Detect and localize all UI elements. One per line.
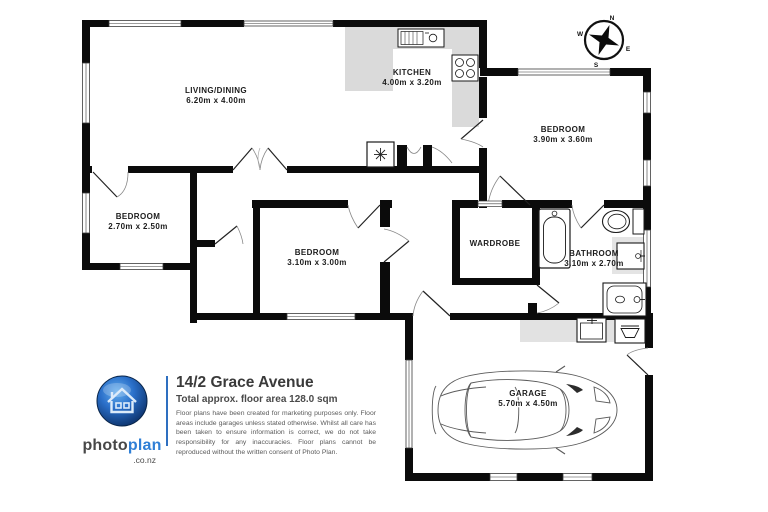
wall-segment xyxy=(197,240,215,247)
photoplan-logo xyxy=(82,374,162,465)
wall-segment xyxy=(452,200,460,285)
door-swing xyxy=(348,205,380,228)
compass-n: N xyxy=(609,15,615,22)
room-label-garage: GARAGE xyxy=(509,389,547,398)
room-label-bedroom2: BEDROOM xyxy=(115,212,161,221)
wall-segment xyxy=(128,166,233,173)
wall-segment xyxy=(645,320,653,348)
wall-segment xyxy=(405,473,490,481)
room-label-bathroom: BATHROOM xyxy=(569,249,619,258)
room-dims-bathroom: 3.10m x 2.70m xyxy=(564,259,624,268)
wall-segment xyxy=(405,448,413,473)
wall-segment xyxy=(252,200,348,208)
wordmark-photo: photo xyxy=(82,437,128,454)
window xyxy=(406,360,412,448)
wall-segment xyxy=(82,123,90,193)
wall-segment xyxy=(452,278,540,285)
laundry-tub-icon xyxy=(615,319,645,343)
door-swing xyxy=(258,148,287,170)
wall-segment xyxy=(643,113,651,160)
wall-segment xyxy=(333,20,486,27)
door-swing xyxy=(233,148,260,170)
wall-segment xyxy=(190,168,197,323)
room-dims-garage: 5.70m x 4.50m xyxy=(498,399,558,408)
window xyxy=(644,160,651,186)
compass-rose-icon xyxy=(577,15,631,69)
property-area-note: Total approx. floor area 128.0 sqm xyxy=(176,394,338,406)
wordmark-plan: plan xyxy=(127,437,162,454)
window xyxy=(83,193,90,233)
wall-segment xyxy=(480,68,518,76)
door-swing xyxy=(537,285,559,313)
door-swing xyxy=(627,348,648,375)
room-label-bedroom1: BEDROOM xyxy=(540,125,586,134)
property-disclaimer: Floor plans have been created for marketing purposes only. Floor areas include garages unless stated otherwise. Whilst all care has been taken to ensure information is correct, we do not take responsibility for any inaccuracies. Floor plans cannot be reproduced without the written consent of Photo Plan. xyxy=(176,410,376,456)
door-swing xyxy=(384,229,409,262)
wordmark-domain: .co.nz xyxy=(133,455,156,465)
branding-block xyxy=(82,374,376,465)
compass-s: S xyxy=(593,62,599,69)
compass-w: W xyxy=(576,31,584,38)
wall-segment xyxy=(423,145,432,167)
wall-segment xyxy=(517,473,563,481)
laundry-sink-icon xyxy=(577,318,606,342)
wall-segment xyxy=(528,303,537,315)
room-dims-bedroom2: 2.70m x 2.50m xyxy=(108,222,168,231)
room-dims-bedroom3: 3.10m x 3.00m xyxy=(287,258,347,267)
shower-icon xyxy=(603,283,646,316)
wall-segment xyxy=(645,375,653,473)
stove-icon xyxy=(452,55,478,81)
room-label-kitchen: KITCHEN xyxy=(392,68,432,77)
window xyxy=(518,69,610,75)
wall-segment xyxy=(380,200,390,227)
window xyxy=(109,21,181,27)
window xyxy=(120,264,163,270)
window xyxy=(287,314,355,320)
car-top-view-icon xyxy=(432,366,617,454)
wall-segment xyxy=(479,77,487,118)
window xyxy=(490,474,517,481)
photoplan-logo-icon xyxy=(93,374,151,430)
property-title: 14/2 Grace Avenue xyxy=(176,374,314,391)
wall-segment xyxy=(592,473,653,481)
room-dims-bedroom1: 3.90m x 3.60m xyxy=(533,135,593,144)
window xyxy=(563,474,592,481)
wall-segment xyxy=(190,313,287,320)
room-label-wardrobe: WARDROBE xyxy=(469,239,521,248)
wall-segment xyxy=(82,233,90,270)
wall-segment xyxy=(405,313,413,360)
door-swing xyxy=(572,205,604,228)
room-label-bedroom3: BEDROOM xyxy=(294,248,340,257)
photoplan-wordmark xyxy=(82,438,162,454)
kitchen-sink-icon xyxy=(398,29,444,47)
wall-segment xyxy=(397,145,407,167)
wall-segment xyxy=(82,20,90,63)
room-dims-kitchen: 4.00m x 3.20m xyxy=(382,78,442,87)
wall-segment xyxy=(181,20,244,27)
wall-segment xyxy=(380,262,390,320)
toilet-icon xyxy=(603,209,645,234)
door-swing xyxy=(215,226,243,244)
divider-line xyxy=(166,376,168,446)
wall-segment xyxy=(479,20,487,68)
room-dims-living: 6.20m x 4.00m xyxy=(186,96,246,105)
wardrobe-sliding-door xyxy=(478,201,502,207)
property-info xyxy=(176,374,376,457)
wall-segment xyxy=(643,68,651,92)
wall-segment xyxy=(479,148,487,208)
door-swing xyxy=(413,291,450,316)
door-swing xyxy=(93,172,128,197)
window xyxy=(83,63,90,123)
wall-segment xyxy=(253,200,260,320)
room-label-living: LIVING/DINING xyxy=(184,86,248,95)
window xyxy=(244,21,333,26)
window xyxy=(644,92,651,113)
fridge-icon xyxy=(367,142,394,167)
compass-e: E xyxy=(625,46,631,53)
